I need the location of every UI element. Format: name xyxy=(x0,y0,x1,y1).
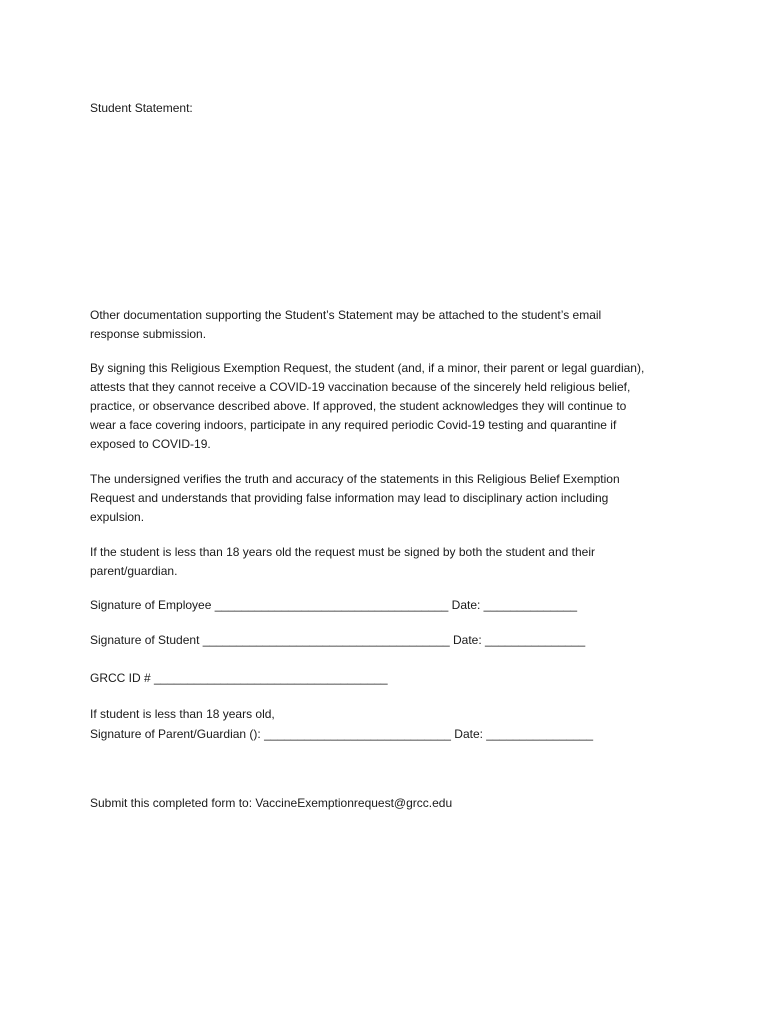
student-statement-label: Student Statement: xyxy=(90,101,193,115)
minor-note-line: parent/guardian. xyxy=(90,564,178,578)
grcc-id-line[interactable]: GRCC ID # ___________________________________ xyxy=(90,671,388,685)
student-signature-line[interactable]: Signature of Student _____________________________________ Date: _______________ xyxy=(90,633,586,647)
documentation-note xyxy=(90,306,680,344)
minor-note-line: If the student is less than 18 years old the request must be signed by both the student and their xyxy=(90,545,595,559)
documentation-note-line: response submission. xyxy=(90,327,207,341)
submit-instruction: Submit this completed form to: VaccineExemptionrequest@grcc.edu xyxy=(90,796,453,810)
attestation-line: attests that they cannot receive a COVID-19 vaccination because of the sincerely held religious belief, xyxy=(90,380,631,394)
documentation-note-line: Other documentation supporting the Student’s Statement may be attached to the student’s email xyxy=(90,308,602,322)
verification-paragraph xyxy=(90,470,680,527)
verification-line: The undersigned verifies the truth and accuracy of the statements in this Religious Belief Exemption xyxy=(90,472,620,486)
verification-line: Request and understands that providing false information may lead to disciplinary action including xyxy=(90,491,609,505)
minor-note-paragraph xyxy=(90,543,680,581)
attestation-line: practice, or observance described above. If approved, the student acknowledges they will continue to xyxy=(90,399,627,413)
attestation-line: wear a face covering indoors, participate in any required periodic Covid-19 testing and quarantine if xyxy=(90,418,617,432)
employee-signature-line[interactable]: Signature of Employee ___________________________________ Date: ______________ xyxy=(90,598,578,612)
parent-intro-text: If student is less than 18 years old, xyxy=(90,707,275,721)
attestation-line: By signing this Religious Exemption Request, the student (and, if a minor, their parent or legal guardian), xyxy=(90,361,645,375)
attestation-line: exposed to COVID-19. xyxy=(90,437,211,451)
attestation-paragraph xyxy=(90,359,680,454)
parent-signature-line[interactable]: Signature of Parent/Guardian (): ____________________________ Date: ________________ xyxy=(90,727,594,741)
verification-line: expulsion. xyxy=(90,510,145,524)
